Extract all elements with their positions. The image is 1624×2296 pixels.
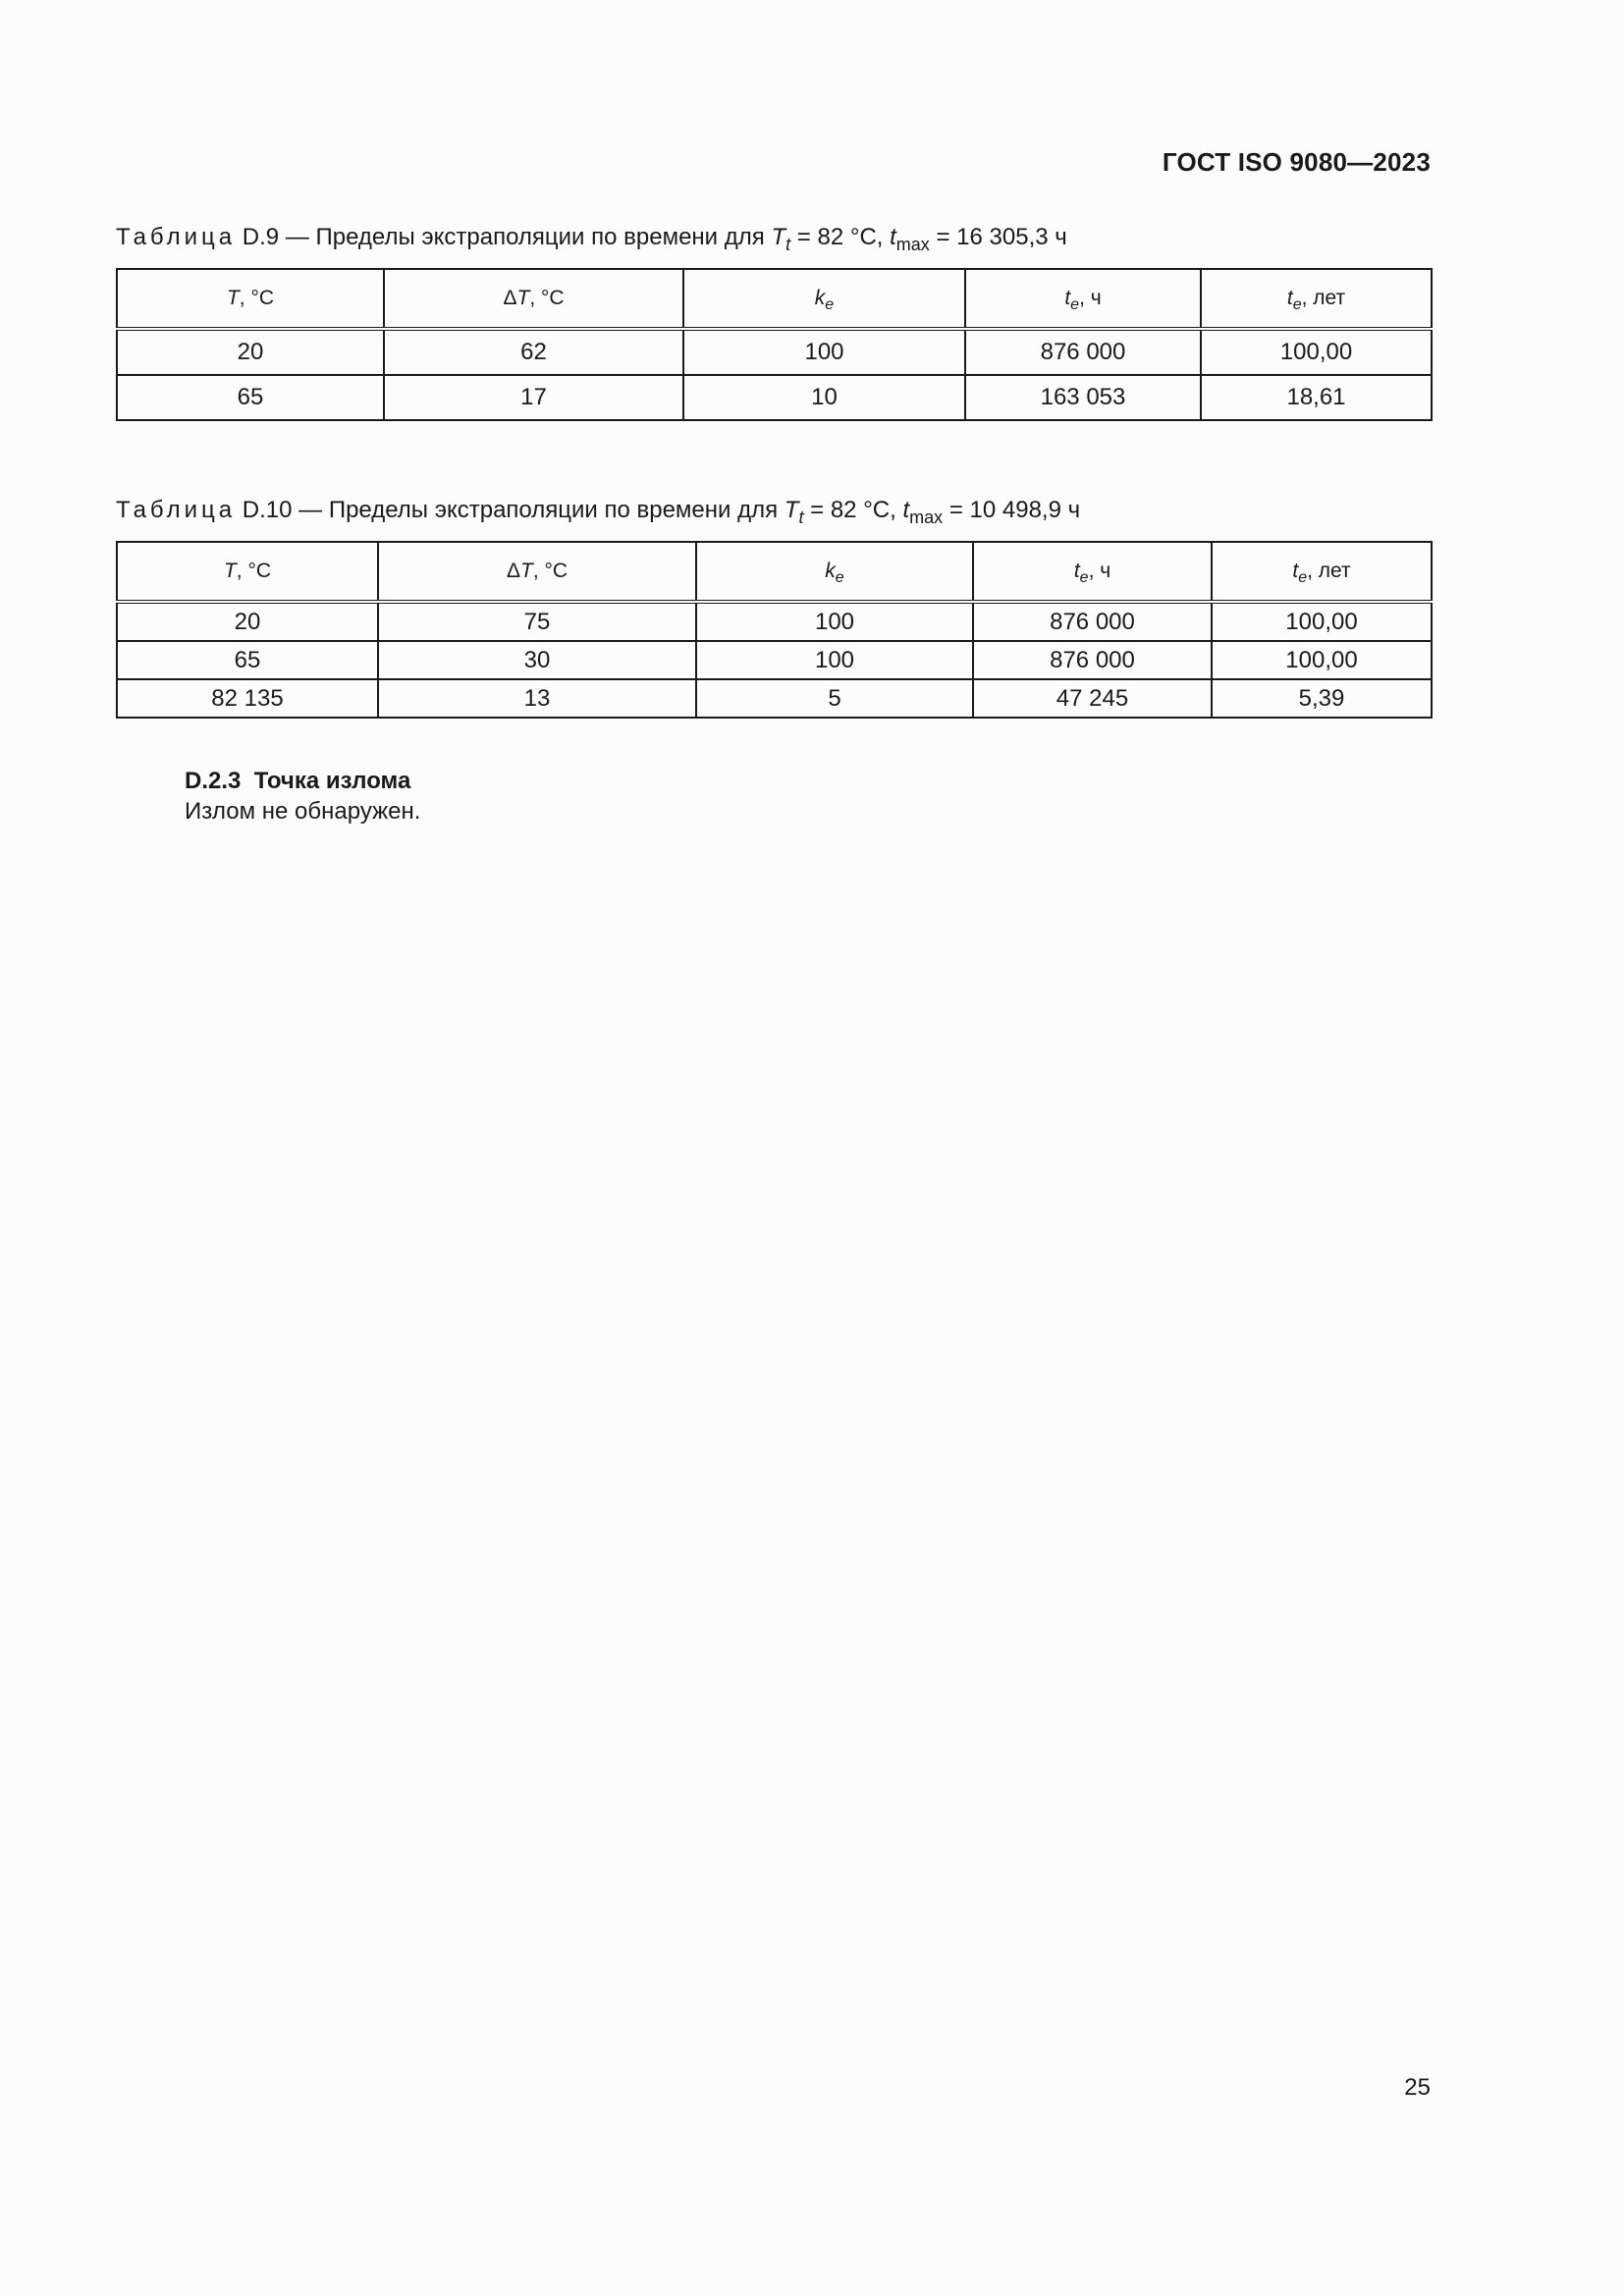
caption-tmax-value: = 10 498,9 ч	[948, 497, 1081, 523]
caption-tmax-value: = 16 305,3 ч	[936, 224, 1067, 250]
table-d9-caption: Таблица D.9 — Пределы экстраполяции по времени для $T_t = 82$ °C, $t_{max} = 16$ 305,3 ч	[116, 224, 1067, 254]
column-header-t: T, °C	[117, 542, 378, 602]
table-cell: 65	[117, 641, 378, 679]
table-cell: 75	[378, 602, 696, 641]
table-cell: 876 000	[973, 602, 1212, 641]
table-d10	[116, 541, 1433, 719]
document-header: ГОСТ ISO 9080—2023	[1162, 147, 1431, 177]
table-cell: 100,00	[1201, 329, 1432, 375]
page-number: 25	[1404, 2074, 1431, 2101]
column-header-ke: $k_e$	[696, 542, 973, 602]
caption-text: — Пределы экстраполяции по времени для	[298, 497, 779, 523]
table-cell: 5,39	[1212, 679, 1432, 718]
table-cell: 30	[378, 641, 696, 679]
table-header-row	[117, 269, 1432, 329]
section-d-2-3	[185, 766, 420, 827]
section-body: Излом не обнаружен.	[185, 798, 421, 825]
table-cell: 82 135	[117, 679, 378, 718]
table-cell: 47 245	[973, 679, 1212, 718]
caption-text: — Пределы экстраполяции по времени для	[285, 224, 765, 250]
table-cell: 5	[696, 679, 973, 718]
column-header-ke: $k_e$	[683, 269, 965, 329]
table-cell: 65	[117, 375, 384, 420]
table-cell: 62	[384, 329, 683, 375]
table-cell: 163 053	[965, 375, 1201, 420]
table-cell: 100,00	[1212, 602, 1432, 641]
table-d9	[116, 268, 1433, 421]
caption-word: Таблица	[116, 497, 237, 523]
table-cell: 876 000	[965, 329, 1201, 375]
table-row	[117, 602, 1432, 641]
table-cell: 100	[696, 602, 973, 641]
section-title: Точка излома	[253, 768, 411, 794]
column-header-te-hours: $t_e$, ч	[965, 269, 1201, 329]
section-heading	[185, 766, 420, 796]
table-cell: 100	[683, 329, 965, 375]
table-header-row	[117, 542, 1432, 602]
column-header-te-years: $t_e$, лет	[1212, 542, 1432, 602]
table-cell: 10	[683, 375, 965, 420]
caption-number: D.10	[242, 497, 293, 523]
table-row	[117, 679, 1432, 718]
table-cell: 13	[378, 679, 696, 718]
table-d10-caption: Таблица D.10 — Пределы экстраполяции по времени для $T_t = 82$ °C, $t_{max} = 10$ 498,9 ч	[116, 497, 1081, 527]
table-cell: 100,00	[1212, 641, 1432, 679]
caption-tt-value: = 82 °C,	[796, 224, 884, 250]
caption-word: Таблица	[116, 224, 237, 250]
table-cell: 18,61	[1201, 375, 1432, 420]
column-header-te-years: $t_e$, лет	[1201, 269, 1432, 329]
table-row	[117, 375, 1432, 420]
table-cell: 20	[117, 329, 384, 375]
table-cell: 17	[384, 375, 683, 420]
column-header-te-hours: $t_e$, ч	[973, 542, 1212, 602]
column-header-t: T, °C	[117, 269, 384, 329]
column-header-delta-t: ΔT, °C	[384, 269, 683, 329]
table-cell: 100	[696, 641, 973, 679]
caption-number: D.9	[242, 224, 280, 250]
caption-tt-value: = 82 °C,	[810, 497, 896, 523]
table-row	[117, 329, 1432, 375]
table-cell: 20	[117, 602, 378, 641]
table-cell: 876 000	[973, 641, 1212, 679]
column-header-delta-t: ΔT, °C	[378, 542, 696, 602]
table-row	[117, 641, 1432, 679]
section-number: D.2.3	[185, 768, 242, 794]
